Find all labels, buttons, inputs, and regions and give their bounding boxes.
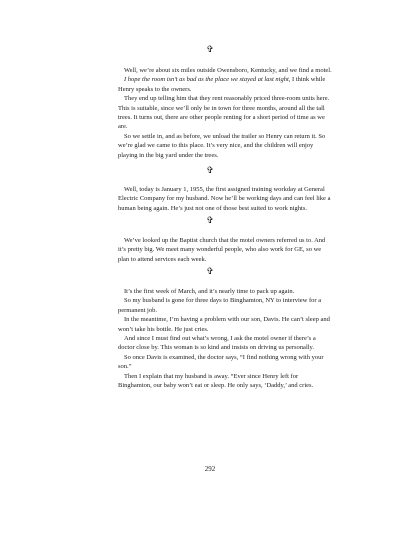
- page-number: 292: [204, 465, 216, 473]
- cross-ornament-icon: ✞: [206, 215, 214, 225]
- paragraph: I hope the room isn’t as bad as the place we stayed at last night, I think while Henry speaks to the owners.: [118, 76, 326, 93]
- paragraph: Well, today is January 1, 1955, the first assigned training workday at General Electric Company for my husband. Now he’ll be working days and can feel like a human being again. He’s just not one of those best suited to work nights.: [118, 186, 331, 212]
- section-ge-training: [118, 185, 332, 213]
- paragraph: So my husband is gone for three days to Binghamton, NY to interview for a permanent job.: [118, 297, 322, 314]
- paragraph: And since I must find out what’s wrong, I ask the motel owner if there’s a doctor close by. This woman is so kind and insists on driving us personally.: [118, 335, 316, 352]
- italic-thought: I hope the room isn’t as bad as the place we stayed at last night,: [124, 76, 291, 84]
- section-binghamton: [118, 287, 332, 390]
- paragraph: Then I explain that my husband is away. “Ever since Henry left for Binghamton, our baby won’t eat or sleep. He only says, ‘Daddy,’ and cries.: [118, 372, 314, 390]
- cross-ornament-icon: ✞: [206, 165, 214, 175]
- paragraph: Well, we’re about six miles outside Owensboro, Kentucky, and we find a motel.: [124, 67, 332, 74]
- section-motel: [118, 66, 332, 160]
- paragraph: We’ve looked up the Baptist church that the motel owners referred us to. And it’s pretty big. We meet many wonderful people, who also work for GE, so we plan to attend services each week.: [118, 237, 326, 263]
- paragraph: So we settle in, and as before, we unload the trailer so Henry can return it. So we’re glad we came to this place. It’s very nice, and the children will enjoy playing in the big yard under the trees.: [118, 132, 326, 159]
- paragraph: They end up telling him that they rent reasonably priced three-room units here. This is suitable, since we’ll only be in town for three months, around all the tall trees. It turns out, there are other people renting for a short period of time as we are.: [118, 95, 330, 131]
- paragraph: It’s the first week of March, and it’s nearly time to pack up again.: [124, 288, 295, 295]
- paragraph: So once Davis is examined, the doctor says, “I find nothing wrong with your son.”: [118, 353, 324, 371]
- section-church: [118, 236, 332, 264]
- cross-ornament-icon: ✞: [206, 266, 214, 276]
- paragraph: In the meantime, I’m having a problem with our son, Davis. He can’t sleep and won’t take his bottle. He just cries.: [118, 316, 330, 333]
- cross-ornament-icon: ✞: [206, 44, 214, 54]
